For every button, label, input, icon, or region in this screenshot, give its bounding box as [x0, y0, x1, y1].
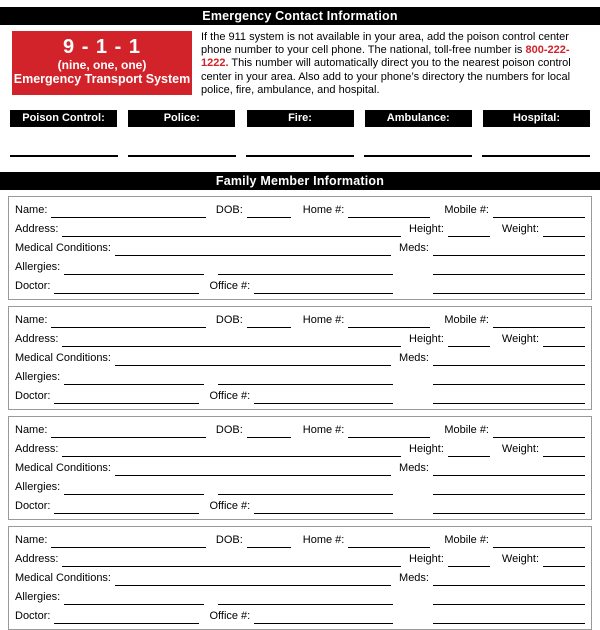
dob-label: DOB:: [215, 204, 243, 217]
doctor-blank-line: [54, 293, 199, 294]
paragraph-text-2: This number will automatically direct you to the nearest poison control center in your area. Also add to your phone’s directory the numbers for local police, fire, ambulance, and hospital.: [201, 57, 571, 96]
height-blank-line: [448, 346, 490, 347]
name-label: Name:: [15, 534, 48, 547]
height-blank-line: [448, 236, 490, 237]
allergies-row: [15, 368, 585, 387]
address-blank-line: [62, 346, 401, 347]
meds-extra-blank-line-2: [433, 513, 585, 514]
weight-label: Weight:: [501, 223, 539, 236]
home-phone-label: Home #:: [302, 314, 345, 327]
office-phone-blank-line: [254, 513, 393, 514]
contact-labels-row: [10, 110, 590, 127]
allergies-extra-blank-line: [218, 604, 393, 605]
meds-blank-line: [433, 475, 585, 476]
allergies-row: [15, 588, 585, 607]
doctor-label: Doctor:: [15, 500, 51, 513]
allergies-extra-blank-line: [218, 494, 393, 495]
doctor-label: Doctor:: [15, 610, 51, 623]
allergies-label: Allergies:: [15, 481, 61, 494]
contact-label-fire: Fire:: [247, 110, 354, 127]
address-row: [15, 550, 585, 569]
name-blank-line: [51, 327, 205, 328]
mobile-phone-label: Mobile #:: [444, 204, 489, 217]
home-phone-label: Home #:: [302, 534, 345, 547]
allergies-label: Allergies:: [15, 591, 61, 604]
police-blank-line: [128, 155, 236, 157]
mobile-phone-label: Mobile #:: [444, 314, 489, 327]
name-blank-line: [51, 547, 205, 548]
home-phone-blank-line: [348, 327, 430, 328]
address-blank-line: [62, 236, 401, 237]
medical-conditions-label: Medical Conditions:: [15, 352, 111, 365]
dob-blank-line: [247, 437, 291, 438]
meds-extra-blank-line-2: [433, 623, 585, 624]
doctor-blank-line: [54, 513, 199, 514]
dob-blank-line: [247, 217, 291, 218]
office-phone-blank-line: [254, 403, 393, 404]
dob-label: DOB:: [215, 534, 243, 547]
office-phone-blank-line: [254, 293, 393, 294]
mobile-phone-blank-line: [493, 327, 585, 328]
name-row: [15, 421, 585, 440]
911-subtitle: Emergency Transport System: [13, 72, 191, 86]
address-label: Address:: [15, 333, 59, 346]
mobile-phone-label: Mobile #:: [444, 424, 489, 437]
allergies-blank-line: [64, 384, 204, 385]
address-row: [15, 220, 585, 239]
meds-extra-blank-line: [433, 494, 585, 495]
contact-label-police: Police:: [128, 110, 235, 127]
ambulance-blank-line: [364, 155, 472, 157]
poison-control-paragraph: [201, 31, 590, 97]
medical-conditions-row: [15, 239, 585, 258]
address-label: Address:: [15, 223, 59, 236]
name-row: [15, 201, 585, 220]
doctor-label: Doctor:: [15, 390, 51, 403]
emergency-info-section: [12, 29, 590, 97]
doctor-row: [15, 387, 585, 406]
family-member-title: Family Member Information: [215, 174, 385, 189]
allergies-blank-line: [64, 604, 204, 605]
medical-conditions-label: Medical Conditions:: [15, 572, 111, 585]
name-blank-line: [51, 437, 205, 438]
allergies-label: Allergies:: [15, 261, 61, 274]
mobile-phone-blank-line: [493, 547, 585, 548]
mobile-phone-blank-line: [493, 217, 585, 218]
allergies-blank-line: [64, 274, 204, 275]
doctor-label: Doctor:: [15, 280, 51, 293]
emergency-contact-title: Emergency Contact Information: [202, 9, 398, 23]
name-label: Name:: [15, 314, 48, 327]
office-phone-label: Office #:: [209, 500, 251, 513]
mobile-phone-blank-line: [493, 437, 585, 438]
family-member-blocks: [0, 196, 600, 630]
address-label: Address:: [15, 553, 59, 566]
home-phone-label: Home #:: [302, 204, 345, 217]
office-phone-label: Office #:: [209, 610, 251, 623]
weight-blank-line: [543, 456, 585, 457]
doctor-blank-line: [54, 623, 199, 624]
address-blank-line: [62, 566, 401, 567]
medical-conditions-label: Medical Conditions:: [15, 462, 111, 475]
medical-conditions-row: [15, 459, 585, 478]
weight-blank-line: [543, 236, 585, 237]
doctor-blank-line: [54, 403, 199, 404]
911-badge: [12, 31, 192, 95]
address-blank-line: [62, 456, 401, 457]
allergies-row: [15, 478, 585, 497]
weight-label: Weight:: [501, 333, 539, 346]
dob-blank-line: [247, 327, 291, 328]
family-member-block: [8, 526, 592, 630]
office-phone-label: Office #:: [209, 280, 251, 293]
family-member-header: [0, 172, 600, 190]
doctor-row: [15, 277, 585, 296]
office-phone-blank-line: [254, 623, 393, 624]
name-row: [15, 311, 585, 330]
contact-blank-lines-row: [10, 155, 590, 157]
contact-label-ambulance: Ambulance:: [365, 110, 472, 127]
meds-blank-line: [433, 585, 585, 586]
dob-label: DOB:: [215, 314, 243, 327]
height-blank-line: [448, 456, 490, 457]
weight-label: Weight:: [501, 553, 539, 566]
doctor-row: [15, 607, 585, 626]
family-member-block: [8, 416, 592, 520]
family-member-block: [8, 306, 592, 410]
hospital-blank-line: [482, 155, 590, 157]
name-label: Name:: [15, 204, 48, 217]
height-label: Height:: [409, 333, 444, 346]
weight-blank-line: [543, 346, 585, 347]
poison-control-phone-number: 800-222-1222.: [201, 44, 570, 70]
name-row: [15, 531, 585, 550]
doctor-row: [15, 497, 585, 516]
medical-conditions-row: [15, 349, 585, 368]
height-blank-line: [448, 566, 490, 567]
height-label: Height:: [409, 443, 444, 456]
medical-conditions-label: Medical Conditions:: [15, 242, 111, 255]
dob-blank-line: [247, 547, 291, 548]
meds-blank-line: [433, 255, 585, 256]
fire-blank-line: [246, 155, 354, 157]
office-phone-label: Office #:: [209, 390, 251, 403]
allergies-row: [15, 258, 585, 277]
meds-label: Meds:: [399, 462, 429, 475]
meds-extra-blank-line: [433, 604, 585, 605]
meds-label: Meds:: [399, 572, 429, 585]
medical-conditions-blank-line: [115, 475, 391, 476]
poison-control-blank-line: [10, 155, 118, 157]
contact-label-poison-control: Poison Control:: [10, 110, 117, 127]
medical-conditions-row: [15, 569, 585, 588]
911-spelled-out: (nine, one, one): [57, 58, 147, 72]
address-row: [15, 440, 585, 459]
meds-extra-blank-line-2: [433, 293, 585, 294]
meds-extra-blank-line: [433, 384, 585, 385]
allergies-label: Allergies:: [15, 371, 61, 384]
meds-blank-line: [433, 365, 585, 366]
home-phone-blank-line: [348, 547, 430, 548]
allergies-extra-blank-line: [218, 384, 393, 385]
home-phone-blank-line: [348, 437, 430, 438]
medical-conditions-blank-line: [115, 255, 391, 256]
allergies-blank-line: [64, 494, 204, 495]
dob-label: DOB:: [215, 424, 243, 437]
home-phone-blank-line: [348, 217, 430, 218]
meds-extra-blank-line-2: [433, 403, 585, 404]
name-label: Name:: [15, 424, 48, 437]
height-label: Height:: [409, 553, 444, 566]
emergency-contact-header: [0, 7, 600, 25]
height-label: Height:: [409, 223, 444, 236]
medical-conditions-blank-line: [115, 585, 391, 586]
address-row: [15, 330, 585, 349]
911-number: 9 - 1 - 1: [63, 36, 141, 58]
allergies-extra-blank-line: [218, 274, 393, 275]
meds-extra-blank-line: [433, 274, 585, 275]
name-blank-line: [51, 217, 205, 218]
contact-label-hospital: Hospital:: [483, 110, 590, 127]
family-member-block: [8, 196, 592, 300]
home-phone-label: Home #:: [302, 424, 345, 437]
address-label: Address:: [15, 443, 59, 456]
mobile-phone-label: Mobile #:: [444, 534, 489, 547]
weight-blank-line: [543, 566, 585, 567]
meds-label: Meds:: [399, 242, 429, 255]
weight-label: Weight:: [501, 443, 539, 456]
paragraph-text-1: If the 911 system is not available in your area, add the poison control center phone number to your cell phone. The national, toll-free number is: [201, 31, 569, 57]
medical-conditions-blank-line: [115, 365, 391, 366]
meds-label: Meds:: [399, 352, 429, 365]
